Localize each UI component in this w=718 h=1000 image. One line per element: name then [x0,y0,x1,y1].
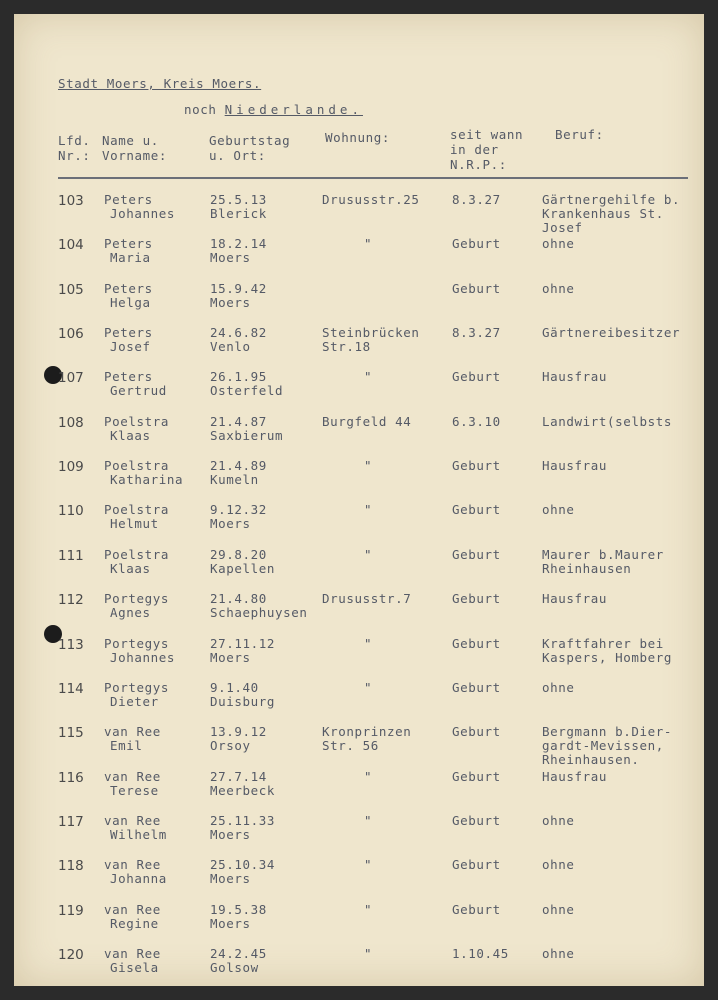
row-birthdate: 25.10.34 [210,857,276,873]
row-number: 105 [58,281,84,298]
row-firstname: Katharina [110,472,184,488]
row-firstname: Johanna [110,871,167,887]
row-number: 114 [58,680,84,697]
header-address [325,130,390,145]
row-birthplace: Moers [210,294,251,310]
row-firstname: Helga [110,294,151,310]
row-occupation-line1: ohne [542,280,575,296]
row-occupation-line2: gardt-Mevissen, [542,738,664,754]
row-occupation-line1: ohne [542,502,575,518]
row-address-line1: " [364,236,373,252]
header-since-line3: N.R.P.: [450,157,507,172]
row-since: Geburt [452,635,501,651]
row-birthdate: 29.8.20 [210,546,267,562]
row-firstname: Terese [110,782,159,798]
header-name-line1: Name u. [102,133,159,148]
row-since: Geburt [452,724,501,740]
row-number: 115 [58,725,84,742]
row-birthdate: 21.4.89 [210,458,267,474]
row-occupation-line1: Hausfrau [542,768,608,784]
row-occupation-line1: ohne [542,901,575,917]
row-birthplace: Moers [210,250,251,266]
row-surname: Peters [104,192,153,207]
header-name [102,133,167,163]
row-address-line1: Steinbrücken [322,325,420,341]
row-birthplace: Venlo [210,339,251,355]
row-address-line1: " [364,812,373,828]
row-firstname: Johannes [110,206,176,221]
row-address-line1: " [364,901,373,917]
row-firstname: Klaas [110,560,151,576]
row-occupation-line1: Kraftfahrer bei [542,635,664,651]
country-name: Niederlande. [224,102,363,117]
row-birthplace: Saxbierum [210,427,284,443]
row-surname: Poelstra [104,502,170,518]
row-birthplace: Schaephuysen [210,605,308,621]
row-birthplace: Kapellen [210,560,276,576]
row-birthplace: Golsow [210,959,259,975]
row-number: 107 [58,370,84,387]
row-number: 106 [58,326,84,343]
row-address-line1: " [364,369,373,385]
row-surname: van Ree [104,724,161,740]
row-firstname: Helmut [110,516,159,532]
row-firstname: Regine [110,915,159,931]
row-birthplace: Blerick [210,206,267,221]
row-surname: van Ree [104,901,161,917]
row-occupation-line1: Maurer b.Maurer [542,546,664,562]
row-occupation-line1: Hausfrau [542,458,608,474]
header-address-line1: Wohnung: [325,130,391,145]
header-since [450,127,523,172]
row-address-line1: " [364,502,373,518]
row-occupation-line3: Josef [542,220,583,235]
header-nr-line2: Nr.: [58,148,91,163]
header-birth-line1: Geburtstag [209,133,291,148]
row-birthplace: Moers [210,915,251,931]
header-nr [58,133,91,163]
row-surname: van Ree [104,812,161,828]
row-number: 117 [58,813,84,830]
row-since: 8.3.27 [452,325,501,341]
row-occupation-line1: Gärtnergehilfe b. [542,192,681,207]
row-surname: Portegys [104,591,170,607]
row-number: 120 [58,946,84,963]
row-surname: Peters [104,325,153,341]
row-firstname: Klaas [110,427,151,443]
row-surname: van Ree [104,945,161,961]
row-surname: Portegys [104,679,170,695]
row-surname: Peters [104,236,153,252]
row-birthdate: 15.9.42 [210,280,267,296]
row-address-line1: " [364,768,373,784]
row-number: 111 [58,547,84,564]
row-firstname: Johannes [110,649,176,665]
row-since: Geburt [452,812,501,828]
row-occupation-line2: Kaspers, Homberg [542,649,673,665]
row-firstname: Gisela [110,959,159,975]
row-since: 1.10.45 [452,945,509,961]
row-since: 6.3.10 [452,413,501,429]
row-occupation-line1: ohne [542,857,575,873]
row-birthdate: 18.2.14 [210,236,267,252]
row-surname: Peters [104,280,153,296]
row-since: Geburt [452,591,501,607]
row-number: 104 [58,237,84,254]
row-address-line1: Drususstr.7 [322,591,412,607]
row-number: 108 [58,414,84,431]
row-surname: van Ree [104,768,161,784]
row-birthdate: 27.11.12 [210,635,276,651]
row-number: 113 [58,636,84,653]
row-occupation-line1: Landwirt(selbsts [542,413,673,429]
row-birthdate: 26.1.95 [210,369,267,385]
header-birth-line2: u. Ort: [209,148,266,163]
row-birthdate: 9.12.32 [210,502,267,518]
row-since: Geburt [452,546,501,562]
row-address-line2: Str.18 [322,339,371,355]
row-occupation-line1: Gärtnereibesitzer [542,325,681,341]
row-birthdate: 21.4.80 [210,591,267,607]
row-birthplace: Moers [210,516,251,532]
header-since-line1: seit wann [450,127,524,142]
row-address-line1: Burgfeld 44 [322,413,412,429]
row-birthplace: Osterfeld [210,383,284,399]
row-since: Geburt [452,901,501,917]
row-since: Geburt [452,369,501,385]
row-firstname: Maria [110,250,151,266]
row-occupation-line1: Hausfrau [542,369,608,385]
row-surname: Poelstra [104,458,170,474]
row-birthplace: Meerbeck [210,782,276,798]
town-heading: Stadt Moers, Kreis Moers. [58,76,262,91]
row-address-line1: Drususstr.25 [322,192,420,207]
country-prefix: noch [184,102,217,117]
header-occupation [555,127,604,142]
row-surname: Poelstra [104,546,170,562]
row-surname: Poelstra [104,413,170,429]
row-occupation-line1: ohne [542,812,575,828]
row-since: Geburt [452,458,501,474]
row-since: Geburt [452,768,501,784]
country-heading [184,102,363,117]
row-since: 8.3.27 [452,192,501,207]
header-nr-line1: Lfd. [58,133,91,148]
document-page [14,14,704,986]
row-since: Geburt [452,280,501,296]
row-occupation-line1: ohne [542,236,575,252]
row-number: 103 [58,193,84,209]
row-birthdate: 24.6.82 [210,325,267,341]
header-since-line2: in der [450,142,499,157]
row-address-line1: " [364,635,373,651]
row-birthplace: Duisburg [210,693,276,709]
row-occupation-line2: Rheinhausen [542,560,632,576]
row-birthdate: 24.2.45 [210,945,267,961]
row-birthdate: 25.11.33 [210,812,276,828]
header-rule [58,177,688,179]
row-number: 109 [58,459,84,476]
row-since: Geburt [452,502,501,518]
row-firstname: Agnes [110,605,151,621]
row-birthdate: 13.9.12 [210,724,267,740]
header-birth [209,133,290,163]
header-occupation-line1: Beruf: [555,127,604,142]
row-address-line1: " [364,679,373,695]
row-surname: Peters [104,369,153,385]
row-number: 118 [58,858,84,875]
row-address-line1: " [364,546,373,562]
row-since: Geburt [452,236,501,252]
row-firstname: Dieter [110,693,159,709]
row-occupation-line2: Krankenhaus St. [542,206,664,221]
row-since: Geburt [452,857,501,873]
row-birthplace: Moers [210,649,251,665]
row-birthdate: 25.5.13 [210,192,267,207]
row-firstname: Josef [110,339,151,355]
row-surname: Portegys [104,635,170,651]
row-birthdate: 21.4.87 [210,413,267,429]
row-number: 112 [58,592,84,609]
row-address-line1: " [364,945,373,961]
header-name-line2: Vorname: [102,148,168,163]
row-address-line2: Str. 56 [322,738,379,754]
row-occupation-line1: ohne [542,679,575,695]
row-since: Geburt [452,679,501,695]
row-number: 110 [58,503,84,520]
row-firstname: Wilhelm [110,826,167,842]
row-birthdate: 9.1.40 [210,679,259,695]
row-birthplace: Moers [210,826,251,842]
row-address-line1: " [364,857,373,873]
row-occupation-line1: Bergmann b.Dier- [542,724,673,740]
row-address-line1: " [364,458,373,474]
row-firstname: Gertrud [110,383,167,399]
row-birthdate: 27.7.14 [210,768,267,784]
row-occupation-line1: Hausfrau [542,591,608,607]
row-occupation-line1: ohne [542,945,575,961]
row-surname: van Ree [104,857,161,873]
row-birthplace: Kumeln [210,472,259,488]
row-birthplace: Orsoy [210,738,251,754]
row-number: 119 [58,902,84,919]
row-number: 116 [58,769,84,786]
row-birthplace: Moers [210,871,251,887]
row-firstname: Emil [110,738,143,754]
row-birthdate: 19.5.38 [210,901,267,917]
row-address-line1: Kronprinzen [322,724,412,740]
row-occupation-line3: Rheinhausen. [542,752,640,768]
